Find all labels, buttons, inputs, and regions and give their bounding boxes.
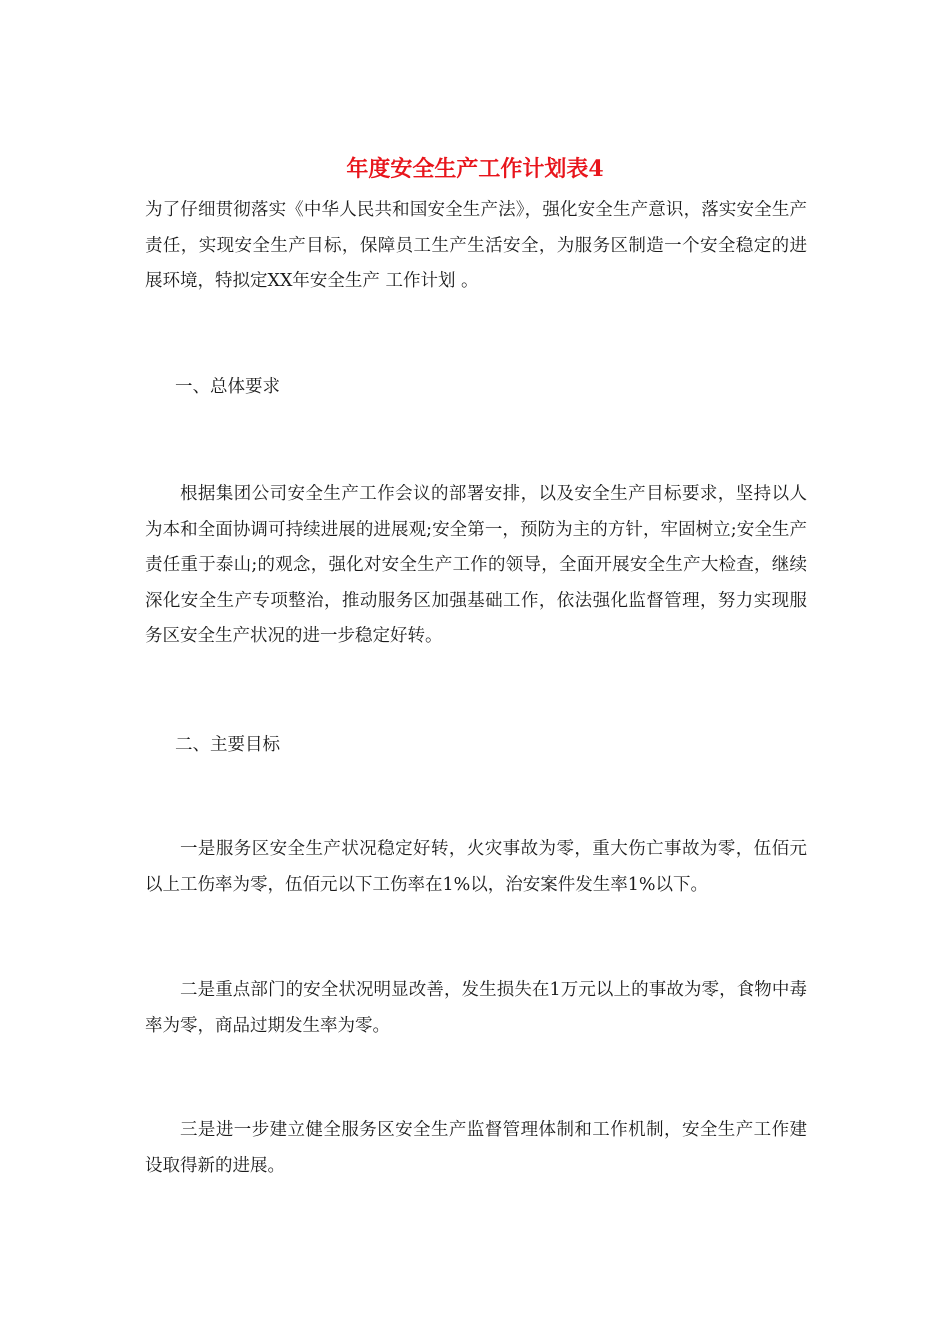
section-heading-general-requirements: 一、总体要求 (175, 377, 280, 397)
intro-paragraph: 为了仔细贯彻落实《中华人民共和国安全生产法》，强化安全生产意识，落实安全生产责任，实现安全生产目标，保障员工生产生活安全，为服务区制造一个安全稳定的进展环境，特拟定XX年安全生产 工作计划 。 (145, 200, 807, 291)
goal-paragraph-2: 二是重点部门的安全状况明显改善，发生损失在1万元以上的事故为零，食物中毒率为零，商品过期发生率为零。 (145, 980, 807, 1036)
goal-paragraph-3: 三是进一步建立健全服务区安全生产监督管理体制和工作机制，安全生产工作建设取得新的进展。 (145, 1120, 807, 1176)
document-title: 年度安全生产工作计划表4 (346, 156, 604, 182)
section-heading-main-goals: 二、主要目标 (175, 735, 280, 755)
section-body-general-requirements: 根据集团公司安全生产工作会议的部署安排，以及安全生产目标要求，坚持以人为本和全面协调可持续进展的进展观;安全第一，预防为主的方针，牢固树立;安全生产责任重于泰山;的观念，强化对安全生产工作的领导，全面开展安全生产大检查，继续深化安全生产专项整治，推动服务区加强基础工作，依法强化监督管理，努力实现服务区安全生产状况的进一步稳定好转。 (145, 484, 807, 646)
goal-paragraph-1: 一是服务区安全生产状况稳定好转，火灾事故为零，重大伤亡事故为零，伍佰元以上工伤率为零，伍佰元以下工伤率在1%以，治安案件发生率1%以下。 (145, 839, 807, 895)
